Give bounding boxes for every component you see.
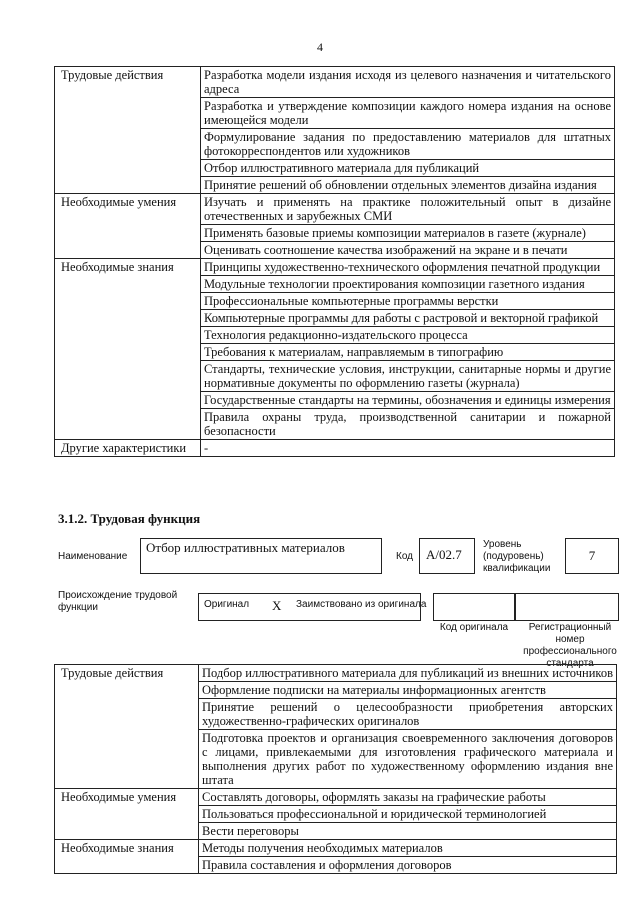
row-item: Профессиональные компьютерные программы верстки: [201, 293, 615, 310]
row-item: Технология редакционно-издательского процесса: [201, 327, 615, 344]
table-row: [55, 665, 617, 682]
row-item: Оценивать соотношение качества изображений на экране и в печати: [201, 242, 615, 259]
table-row: [55, 67, 615, 98]
row-item: Подбор иллюстративного материала для публикаций из внешних источников: [199, 665, 617, 682]
row-item: -: [201, 440, 615, 457]
row-category: Необходимые знания: [55, 259, 201, 440]
row-item: Компьютерные программы для работы с растровой и векторной графикой: [201, 310, 615, 327]
name-label: Наименование: [58, 551, 128, 562]
function-name-box: Отбор иллюстративных материалов: [140, 538, 382, 574]
page-number: 4: [317, 40, 323, 54]
row-item: Принятие решений о целесообразности приобретения авторских художественно-графических оригиналов: [199, 699, 617, 730]
row-item: Методы получения необходимых материалов: [199, 840, 617, 857]
row-item: Вести переговоры: [199, 823, 617, 840]
row-item: Применять базовые приемы композиции материалов в газете (журнале): [201, 225, 615, 242]
row-item: Принципы художественно-технического оформления печатной продукции: [201, 259, 615, 276]
labor-functions-table-1: [54, 66, 615, 457]
row-category: Необходимые умения: [55, 194, 201, 259]
row-category: Трудовые действия: [55, 67, 201, 194]
table-2-body: [55, 665, 617, 874]
row-category: Необходимые знания: [55, 840, 199, 874]
labor-functions-table-2: [54, 664, 617, 874]
row-item: Стандарты, технические условия, инструкции, санитарные нормы и другие нормативные документы по оформлению газеты (журнала): [201, 361, 615, 392]
table-row: [55, 259, 615, 276]
row-item: Формулирование задания по предоставлению материалов для штатных фотокорреспондентов или художников: [201, 129, 615, 160]
original-checkmark: X: [272, 598, 282, 613]
row-item: Требования к материалам, направляемым в типографию: [201, 344, 615, 361]
row-item: Принятие решений об обновлении отдельных элементов дизайна издания: [201, 177, 615, 194]
row-item: Составлять договоры, оформлять заказы на графические работы: [199, 789, 617, 806]
level-label: Уровень (подуровень) квалификации: [483, 539, 551, 574]
table-row: [55, 789, 617, 806]
row-item: Правила составления и оформления договоров: [199, 857, 617, 874]
table-row: [55, 840, 617, 857]
table-row: [55, 194, 615, 225]
row-item: Разработка модели издания исходя из целевого назначения и читательского адреса: [201, 67, 615, 98]
row-item: Подготовка проектов и организация своевременного заключения договоров с лицами, привлекаемыми для изготовления графического материала и выполнения других работ по художественному оформлению издания вне штата: [199, 730, 617, 789]
row-item: Оформление подписки на материалы информационных агентств: [199, 682, 617, 699]
row-item: Пользоваться профессиональной и юридической терминологией: [199, 806, 617, 823]
code-label: Код: [396, 551, 414, 562]
row-item: Отбор иллюстративного материала для публикаций: [201, 160, 615, 177]
code-box: А/02.7: [419, 538, 475, 574]
registration-number-box: [515, 593, 619, 621]
table-row: [55, 440, 615, 457]
row-item: Государственные стандарты на термины, обозначения и единицы измерения: [201, 392, 615, 409]
original-code-box: [433, 593, 515, 621]
section-heading: 3.1.2. Трудовая функция: [58, 511, 201, 526]
original-label: Оригинал: [204, 599, 250, 610]
origin-label: Происхождение трудовой функции: [58, 590, 178, 613]
row-item: Правила охраны труда, производственной санитарии и пожарной безопасности: [201, 409, 615, 440]
registration-number-caption: Регистрационный номер профессионального стандарта: [523, 622, 617, 669]
table-1-body: [55, 67, 615, 457]
level-box: 7: [565, 538, 619, 574]
row-category: Другие характеристики: [55, 440, 201, 457]
row-item: Модульные технологии проектирования композиции газетного издания: [201, 276, 615, 293]
borrowed-label: Заимствовано из оригинала: [296, 599, 427, 610]
original-code-caption: Код оригинала: [439, 622, 509, 633]
row-item: Изучать и применять на практике положительный опыт в дизайне отечественных и зарубежных СМИ: [201, 194, 615, 225]
row-category: Необходимые умения: [55, 789, 199, 840]
row-item: Разработка и утверждение композиции каждого номера издания на основе имеющейся модели: [201, 98, 615, 129]
row-category: Трудовые действия: [55, 665, 199, 789]
